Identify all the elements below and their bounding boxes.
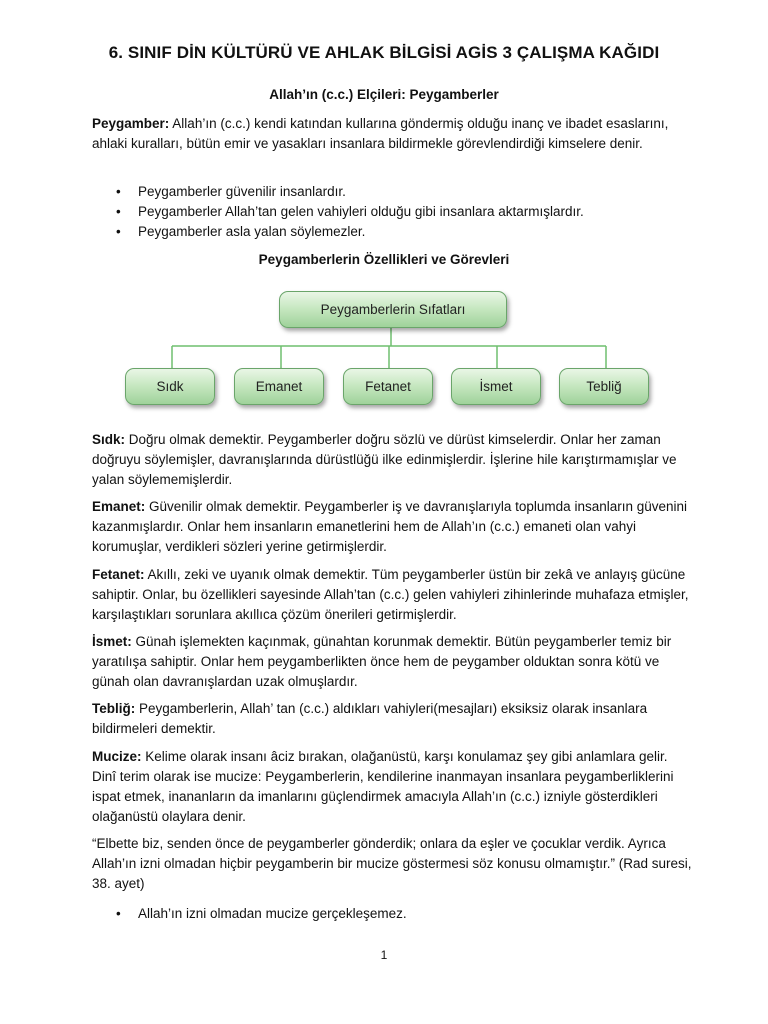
page-number: 1 bbox=[380, 948, 388, 962]
list-item: • Peygamberler Allah’tan gelen vahiyleri olduğu gibi insanlara aktarmışlardır. bbox=[92, 202, 692, 222]
quote-paragraph: “Elbette biz, senden önce de peygamberler gönderdik; onlara da eşler ve çocuklar verdik. Ayrıca Allah’ın izni olmadan hiçbir peygamberin bir mucize göstermesi söz konusu olmamıştır.” (Rad suresi, 38. ayet) bbox=[92, 836, 692, 891]
section-term: Tebliğ: bbox=[92, 701, 136, 716]
bullet-icon: • bbox=[116, 184, 121, 199]
definition-text: Allah’ın (c.c.) kendi katından kullarına göndermiş olduğu inanç ve ibadet esaslarını, ahlaki kuralları, bütün emir ve yasakları insanlara bildirmekle görevlendirdiği kimselere denir. bbox=[92, 116, 669, 151]
section-paragraph: Emanet: Güvenilir olmak demektir. Peygamberler iş ve davranışlarıyla toplumda insanların güvenini kazanmışlardır. Onlar hem insanların emanetlerini hem de Allah’ın (c.c.) emaneti olan vahyi korumuşlar, verdikleri sözleri yerine getirmişlerdir. bbox=[92, 499, 688, 554]
diagram-node-ismet: İsmet bbox=[451, 368, 541, 405]
list-item: • Allah’ın izni olmadan mucize gerçekleşemez. bbox=[92, 904, 692, 924]
section-term: İsmet: bbox=[92, 634, 132, 649]
bullet-icon: • bbox=[116, 906, 121, 921]
diagram-node-sidk: Sıdk bbox=[125, 368, 215, 405]
diagram-node-fetanet: Fetanet bbox=[343, 368, 433, 405]
page-subtitle: Allah’ın (c.c.) Elçileri: Peygamberler bbox=[269, 87, 499, 102]
section-term: Fetanet: bbox=[92, 567, 145, 582]
section-paragraph: Mucize: Kelime olarak insanı âciz bırakan, olağanüstü, karşı konulamaz şey gibi anlamlara gelir. Dinî terim olarak ise mucize: Peygamberlerin, kendilerine inanmayan insanlara peygamberliklerini ispat etmek, inananların da imanlarını güçlendirmek amacıyla Allah’ın (c.c.) izniyle gösterdikleri olağanüstü olaylara denir. bbox=[92, 749, 674, 824]
diagram-node-emanet: Emanet bbox=[234, 368, 324, 405]
definition-paragraph bbox=[92, 114, 692, 154]
diagram-node-teblig: Tebliğ bbox=[559, 368, 649, 405]
bullet-list-top bbox=[92, 182, 692, 242]
list-item: • Peygamberler asla yalan söylemezler. bbox=[92, 222, 692, 242]
page-title: 6. SINIF DİN KÜLTÜRÜ VE AHLAK BİLGİSİ AGİS 3 ÇALIŞMA KAĞIDI bbox=[108, 43, 660, 62]
diagram-root-node: Peygamberlerin Sıfatları bbox=[279, 291, 507, 328]
section-term: Mucize: bbox=[92, 749, 142, 764]
bullet-list-bottom bbox=[92, 904, 692, 924]
section-title: Peygamberlerin Özellikleri ve Görevleri bbox=[258, 252, 510, 267]
section-paragraph: İsmet: Günah işlemekten kaçınmak, günahtan korunmak demektir. Bütün peygamberler temiz bir yaratılışa sahiptir. Onlar hem peygamberlikten önce hem de peygamber olduktan sonra kötü ve günah olan davranışlardan uzak olmuşlardır. bbox=[92, 634, 672, 689]
bullet-icon: • bbox=[116, 224, 121, 239]
bullet-icon: • bbox=[116, 204, 121, 219]
section-paragraph: Fetanet: Akıllı, zeki ve uyanık olmak demektir. Tüm peygamberler üstün bir zekâ ve anlayış gücüne sahiptir. Onlar, bu özellikleri sayesinde Allah’tan (c.c.) gelen vahiyleri zihinlerinde muhafaza etmişler, karşılaştıkları sorunlara akıllıca çözüm önerileri getirmişlerdir. bbox=[92, 567, 689, 622]
section-paragraph: Tebliğ: Peygamberlerin, Allah’ tan (c.c.) aldıkları vahiyleri(mesajları) eksiksiz olarak insanlara bildirmeleri demektir. bbox=[92, 701, 648, 736]
list-item: • Peygamberler güvenilir insanlardır. bbox=[92, 182, 692, 202]
section-term: Sıdk: bbox=[92, 432, 126, 447]
section-term: Emanet: bbox=[92, 499, 146, 514]
section-paragraph: Sıdk: Doğru olmak demektir. Peygamberler doğru sözlü ve dürüst kimselerdir. Onlar her zaman doğruyu söylemişler, davranışlarında dürüstlüğü ilke edinmişlerdir. İşlerine hile karıştırmamışlar ve yalan söylememişlerdir. bbox=[92, 432, 677, 487]
definition-term: Peygamber: bbox=[92, 116, 170, 131]
